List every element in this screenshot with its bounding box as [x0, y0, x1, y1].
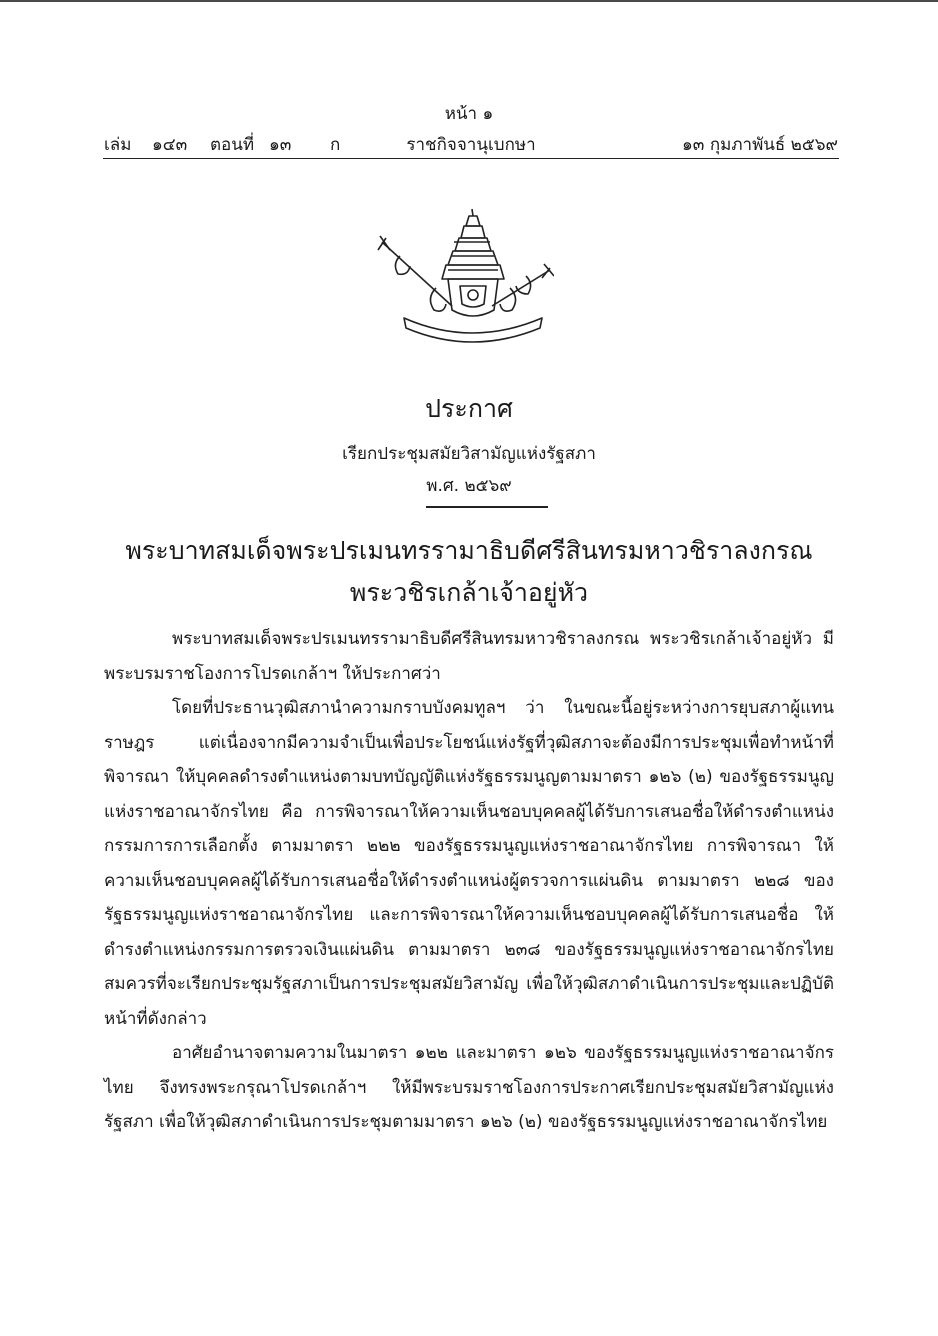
header-divider — [103, 158, 839, 159]
top-border — [0, 0, 938, 2]
section-letter: ก — [330, 135, 341, 155]
announcement-title: ประกาศ — [425, 394, 513, 423]
volume-label: เล่ม — [104, 135, 132, 155]
title-divider — [426, 506, 548, 508]
royal-name-line-1: พระบาทสมเด็จพระปรเมนทรรามาธิบดีศรีสินทรมหาวชิราลงกรณ — [125, 536, 813, 565]
publication-date: ๑๓ กุมภาพันธ์ ๒๕๖๙ — [682, 135, 838, 155]
royal-name-line-2: พระวชิรเกล้าเจ้าอยู่หัว — [349, 578, 589, 607]
section-number: ๑๓ — [269, 135, 292, 155]
royal-emblem-icon — [374, 206, 554, 346]
section-label: ตอนที่ — [210, 135, 255, 155]
announcement-year: พ.ศ. ๒๕๖๙ — [426, 476, 512, 496]
announcement-body — [104, 622, 834, 1140]
announcement-subtitle: เรียกประชุมสมัยวิสามัญแห่งรัฐสภา — [342, 444, 596, 464]
page-number: หน้า ๑ — [444, 104, 494, 124]
body-paragraph-2: โดยที่ประธานวุฒิสภานำความกราบบังคมทูลฯ ว่า ในขณะนี้อยู่ระหว่างการยุบสภาผู้แทนราษฎร แต่เนื่องจากมีความจำเป็นเพื่อประโยชน์แห่งรัฐที่วุฒิสภาจะต้องมีการประชุมเพื่อทำหน้าที่พิจารณา ให้บุคคลดำรงตำแหน่งตามบทบัญญัติแห่งรัฐธรรมนูญตามมาตรา ๑๒๖ (๒) ของรัฐธรรมนูญ แห่งราชอาณาจักรไทย คือ การพิจารณาให้ความเห็นชอบบุคคลผู้ได้รับการเสนอชื่อให้ดำรงตำแหน่ง กรรมการการเลือกตั้ง ตามมาตรา ๒๒๒ ของรัฐธรรมนูญแห่งราชอาณาจักรไทย การพิจารณา ให้ความเห็นชอบบุคคลผู้ได้รับการเสนอชื่อให้ดำรงตำแหน่งผู้ตรวจการแผ่นดิน ตามมาตรา ๒๒๘ ของรัฐธรรมนูญแห่งราชอาณาจักรไทย และการพิจารณาให้ความเห็นชอบบุคคลผู้ได้รับการเสนอชื่อ ให้ดำรงตำแหน่งกรรมการตรวจเงินแผ่นดิน ตามมาตรา ๒๓๘ ของรัฐธรรมนูญแห่งราชอาณาจักรไทย สมควรที่จะเรียกประชุมรัฐสภาเป็นการประชุมสมัยวิสามัญ เพื่อให้วุฒิสภาดำเนินการประชุมและปฏิบัติ หน้าที่ดังกล่าว — [104, 698, 834, 1029]
volume-number: ๑๔๓ — [152, 135, 188, 155]
gazette-name: ราชกิจจานุเบกษา — [406, 135, 536, 155]
gazette-header — [104, 131, 838, 155]
body-paragraph-1: พระบาทสมเด็จพระปรเมนทรรามาธิบดีศรีสินทรมหาวชิราลงกรณ พระวชิรเกล้าเจ้าอยู่หัว มีพระบรมราชโองการโปรดเกล้าฯ ให้ประกาศว่า — [104, 629, 834, 684]
body-paragraph-3: อาศัยอำนาจตามความในมาตรา ๑๒๒ และมาตรา ๑๒๖ ของรัฐธรรมนูญแห่งราชอาณาจักรไทย จึงทรงพระกรุณาโปรดเกล้าฯ ให้มีพระบรมราชโองการประกาศเรียกประชุมสมัยวิสามัญแห่งรัฐสภา เพื่อให้วุฒิสภาดำเนินการประชุมตามมาตรา ๑๒๖ (๒) ของรัฐธรรมนูญแห่งราชอาณาจักรไทย — [104, 1043, 834, 1132]
royal-name — [0, 530, 938, 614]
